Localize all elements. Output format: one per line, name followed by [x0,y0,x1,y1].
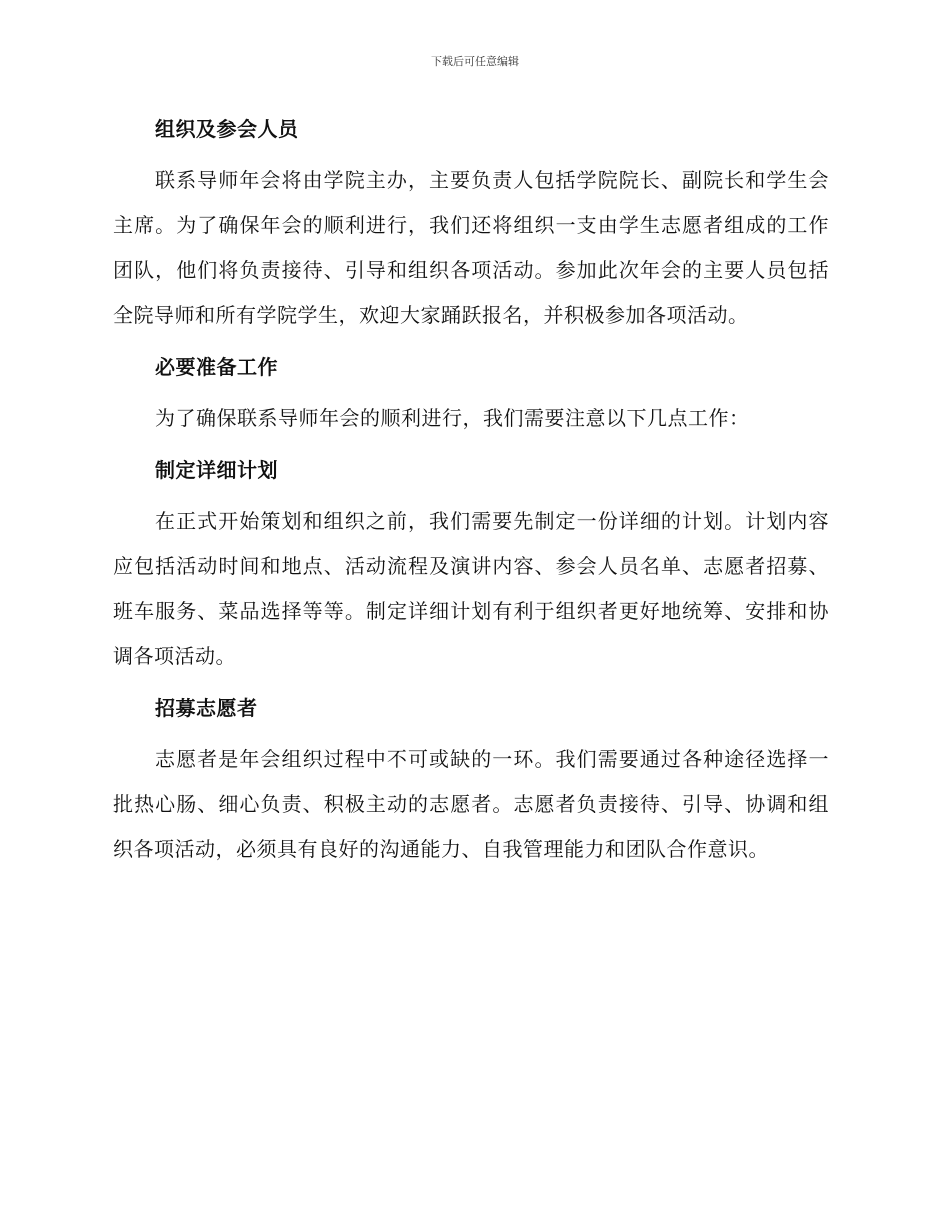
section-heading: 必要准备工作 [155,355,278,379]
document-body [113,112,829,872]
section-heading: 制定详细计划 [155,458,278,482]
section-heading: 招募志愿者 [155,696,258,720]
section-paragraph: 联系导师年会将由学院主办，主要负责人包括学院院长、副院长和学生会主席。为了确保年会的顺利进行，我们还将组织一支由学生志愿者组成的工作团队，他们将负责接待、引导和组织各项活动。参加此次年会的主要人员包括全院导师和所有学院学生，欢迎大家踊跃报名，并积极参加各项活动。 [113,168,829,327]
section-paragraph: 在正式开始策划和组织之前，我们需要先制定一份详细的计划。计划内容应包括活动时间和地点、活动流程及演讲内容、参会人员名单、志愿者招募、班车服务、菜品选择等等。制定详细计划有利于组织者更好地统筹、安排和协调各项活动。 [113,509,829,668]
page-header: 下载后可任意编辑 [431,55,519,68]
section-heading: 组织及参会人员 [155,117,299,141]
section-paragraph: 志愿者是年会组织过程中不可或缺的一环。我们需要通过各种途径选择一批热心肠、细心负责、积极主动的志愿者。志愿者负责接待、引导、协调和组织各项活动，必须具有良好的沟通能力、自我管理能力和团队合作意识。 [113,747,829,861]
section-paragraph: 为了确保联系导师年会的顺利进行，我们需要注意以下几点工作： [155,406,750,430]
